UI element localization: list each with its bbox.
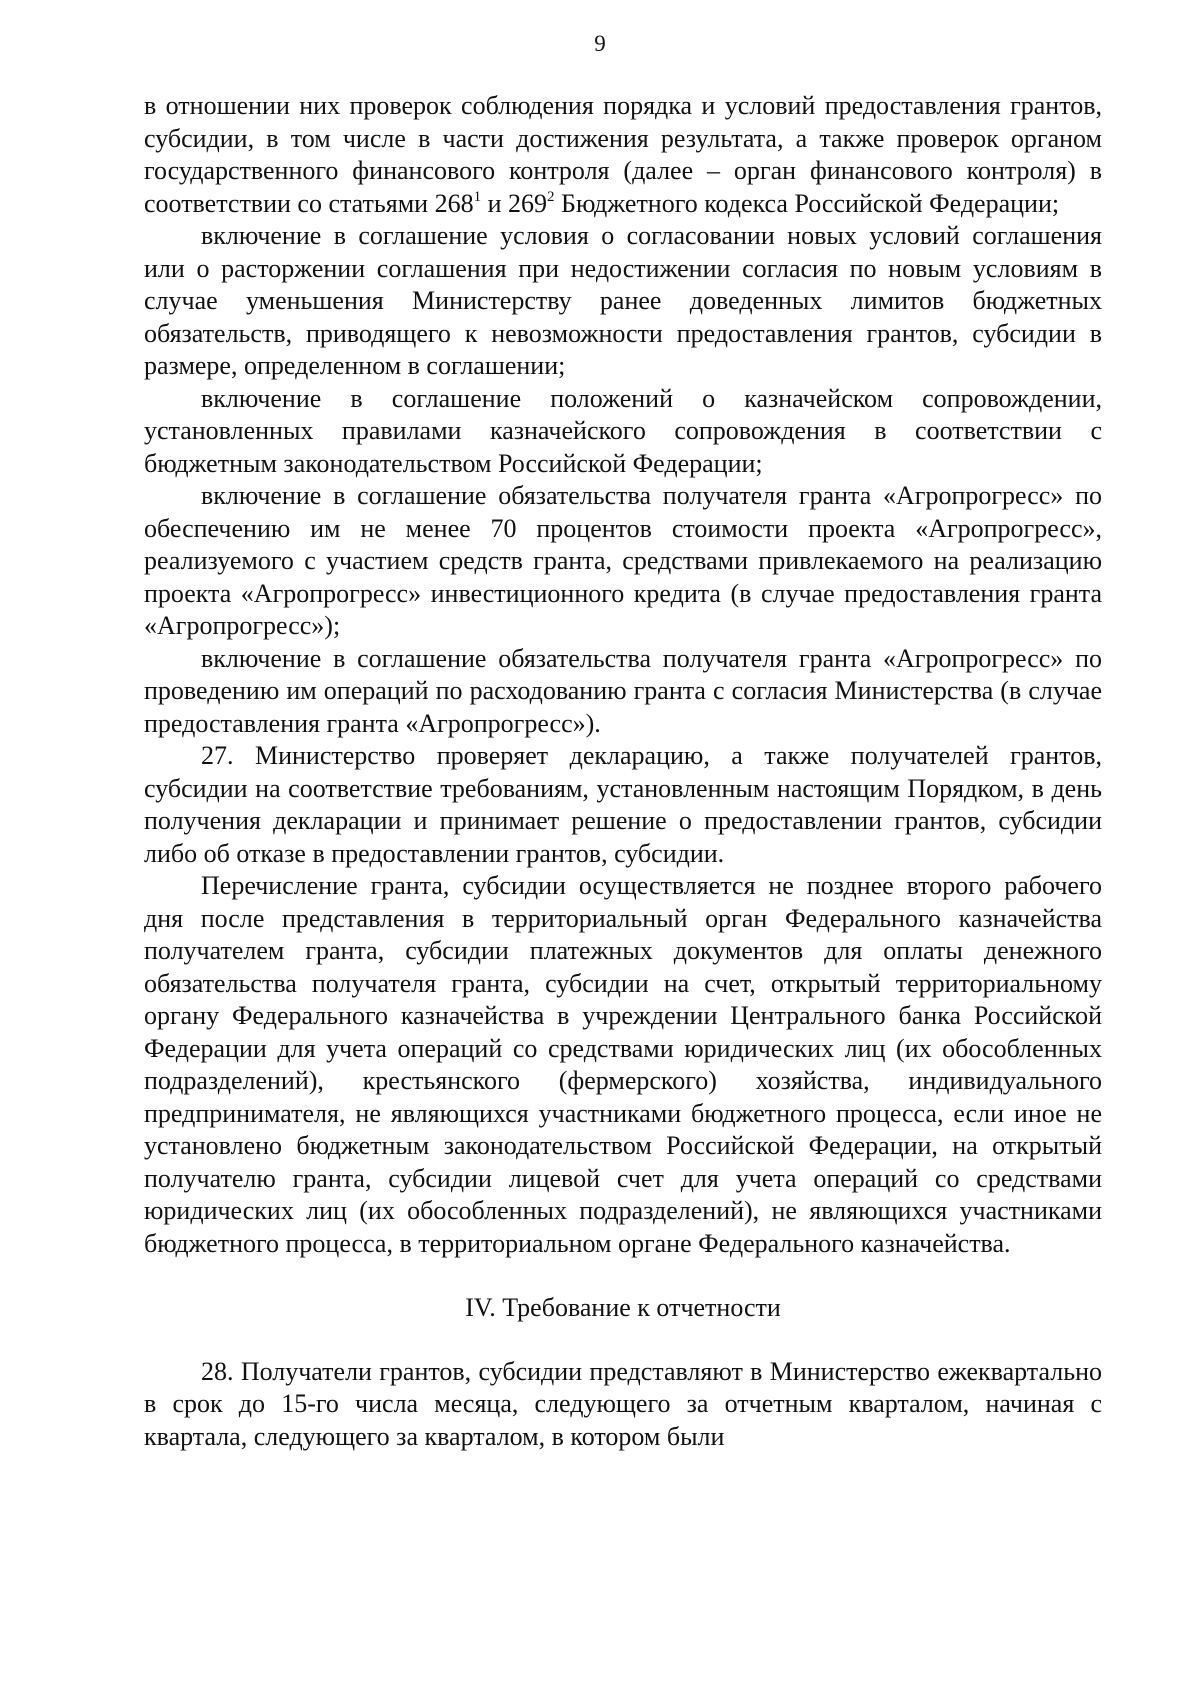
- paragraph-agreement-conditions: включение в соглашение условия о согласовании новых условий соглашения или о расторжении соглашения при недостижении согласия по новым условиям в случае уменьшения Министерству ранее доведенных лимитов бюджетных обязательств, приводящего к невозможности предоставления грантов, субсидии в размере, определенном в соглашении;: [144, 221, 1102, 380]
- paragraph-treasury-support: включение в соглашение положений о казначейском сопровождении, установленных правилами казначейского сопровождения в соответствии с бюджетным законодательством Российской Федерации;: [144, 383, 1102, 478]
- paragraph-27: 27. Министерство проверяет декларацию, а также получателей грантов, субсидии на соответствие требованиям, установленным настоящим Порядком, в день получения декларации и принимает решение о предоставлении грантов, субсидии либо об отказе в предоставлении грантов, субсидии.: [144, 741, 1102, 868]
- page-number: 9: [594, 31, 606, 56]
- paragraph-continuation: [144, 90, 1102, 220]
- paragraph-transfer: Перечисление гранта, субсидии осуществляется не позднее второго рабочего дня после представления в территориальный орган Федерального казначейства получателем гранта, субсидии платежных документов для оплаты денежного обязательства получателя гранта, субсидии на счет, открытый территориальному органу Федерального казначейства в учреждении Центрального банка Российской Федерации для учета операций со средствами юридических лиц (их обособленных подразделений), крестьянского (фермерского) хозяйства, индивидуального предпринимателя, не являющихся участниками бюджетного процесса, если иное не установлено бюджетным законодательством Российской Федерации, на открытый получателю гранта, субсидии лицевой счет для учета операций со средствами юридических лиц (их обособленных подразделений), не являющихся участниками бюджетного процесса, в территориальном органе Федерального казначейства.: [144, 871, 1102, 1258]
- superscript-1: 1: [473, 188, 482, 205]
- superscript-2: 2: [547, 188, 555, 205]
- paragraph-28: 28. Получатели грантов, субсидии представляют в Министерство ежеквартально в срок до 15-го числа месяца, следующего за отчетным кварталом, начиная с квартала, следующего за кварталом, в котором были: [144, 1356, 1102, 1451]
- paragraph-text: Бюджетного кодекса Российской Федерации;: [554, 188, 1060, 218]
- document-body: [144, 90, 1102, 1453]
- paragraph-agroprogress-operations: включение в соглашение обязательства получателя гранта «Агропрогресс» по проведению им операций по расходованию гранта с согласия Министерства (в случае предоставления гранта «Агропрогресс»).: [144, 643, 1102, 738]
- section-heading: IV. Требование к отчетности: [465, 1293, 781, 1322]
- paragraph-text: в отношении них проверок соблюдения порядка и условий предоставления грантов, субсидии, в том числе в части достижения результата, а также проверок органом государственного финансового контроля (далее – орган финансового контроля) в соответствии со статьями 268: [144, 91, 1102, 218]
- paragraph-text: и 269: [481, 188, 548, 218]
- paragraph-agroprogress-funding: включение в соглашение обязательства получателя гранта «Агропрогресс» по обеспечению им не менее 70 процентов стоимости проекта «Агропрогресс», реализуемого с участием средств гранта, средствами привлекаемого на реализацию проекта «Агропрогресс» инвестиционного кредита (в случае предоставления гранта «Агропрогресс»);: [144, 481, 1102, 640]
